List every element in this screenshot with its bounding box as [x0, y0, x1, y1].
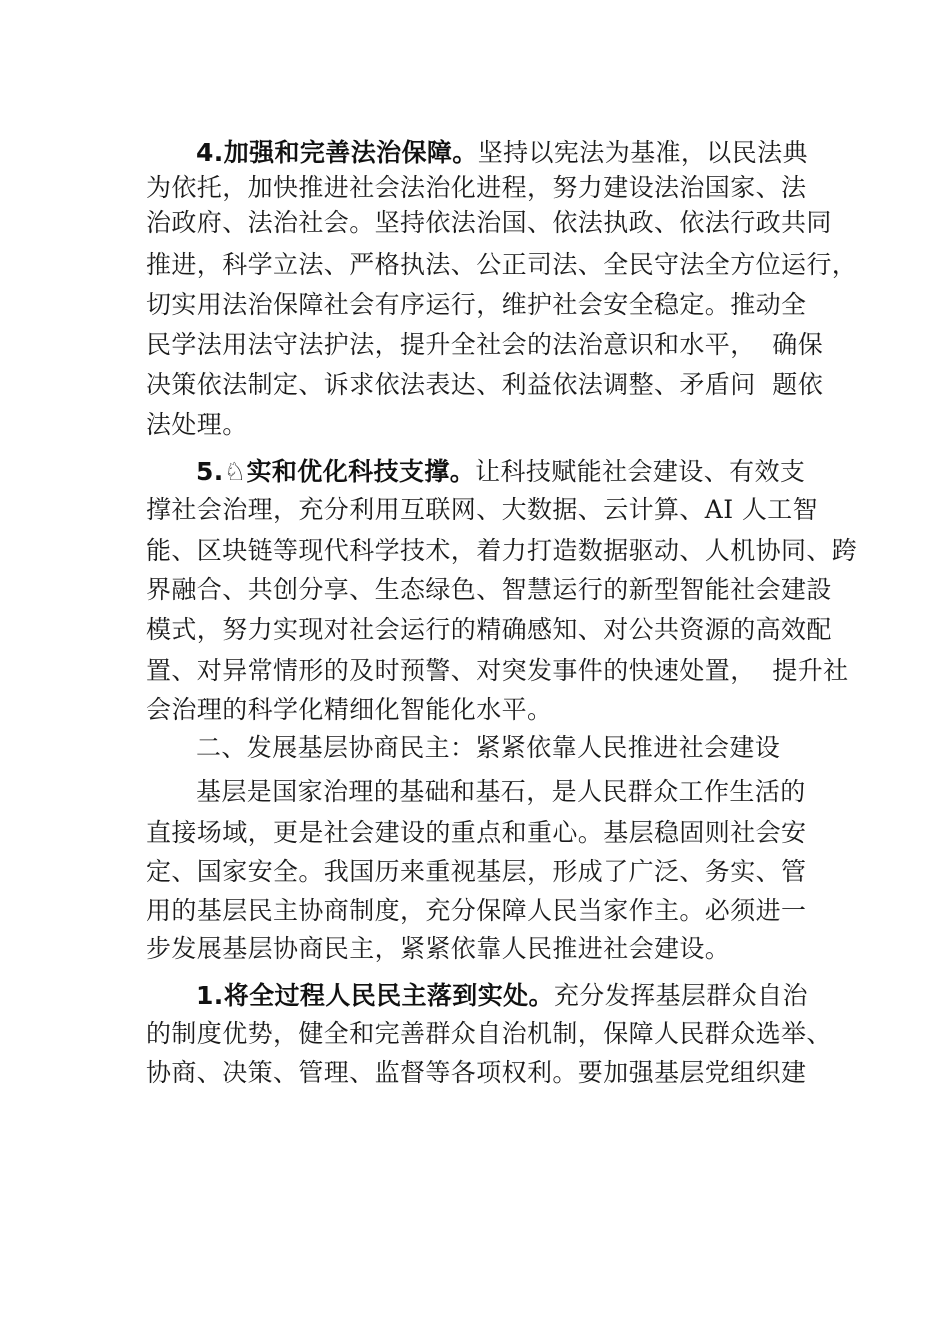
paragraph-5-line-3: 能、区块链等现代科学技术，着力打造数据驱动、人机协同、跨 — [146, 536, 858, 565]
paragraph-4-line-3: 治政府、法治社会。坚持依法治国、依法执政、依法行政共同 — [146, 208, 832, 237]
paragraph-4-line-6: 民学法用法守法护法，提升全社会的法治意识和水平， 确保 — [146, 330, 824, 359]
paragraph-5-line-4: 界融合、共创分享、生态绿色、智慧运行的新型智能社会建設 — [146, 575, 832, 604]
paragraph-base-line-3: 定、国家安全。我国历来重视基层，形成了广泛、务实、管 — [146, 857, 807, 886]
paragraph-5-line-6: 置、对异常情形的及时预警、对突发事件的快速处置， 提升社 — [146, 656, 849, 685]
paragraph-base-line-4: 用的基层民主协商制度，充分保障人民当家作主。必须进一 — [146, 896, 807, 925]
section-2-title: 二、发展基层协商民主：紧紧依靠人民推进社会建设 — [196, 733, 781, 762]
paragraph-5-line-7: 会治理的科学化精细化智能化水平。 — [146, 695, 553, 724]
paragraph-5-line-2: 撑社会治理，充分利用互联网、大数据、云计算、AI 人工智 — [146, 495, 819, 524]
paragraph-1-line-2: 的制度优势，健全和完善群众自治机制，保障人民群众选举、 — [146, 1019, 832, 1048]
paragraph-4-line-2: 为依托，加快推进社会法治化进程，努力建设法治国家、法 — [146, 173, 807, 202]
paragraph-1-line-1 — [196, 976, 808, 1016]
paragraph-base-line-1: 基层是国家治理的基础和基石，是人民群众工作生活的 — [196, 777, 806, 806]
paragraph-4-line-8: 法处理。 — [146, 410, 248, 439]
paragraph-1-text: 充分发挥基层群众自治 — [553, 981, 808, 1010]
paragraph-4-heading: 4.加强和完善法治保障。 — [196, 138, 478, 167]
paragraph-4-line-1 — [196, 133, 808, 173]
paragraph-1-heading: 1.将全过程人民民主落到实处。 — [196, 981, 554, 1010]
paragraph-4-line-7: 决策依法制定、诉求依法表达、利益依法调整、矛盾问 题依 — [146, 370, 824, 399]
paragraph-5-text: 让科技赋能社会建设、有效支 — [475, 457, 806, 486]
paragraph-4-line-4: 推进，科学立法、严格执法、公正司法、全民守法全方位运行， — [146, 250, 858, 279]
paragraph-1-line-3: 协商、决策、管理、监督等各项权利。要加强基层党组织建 — [146, 1058, 807, 1087]
paragraph-4-text: 坚持以宪法为基准，以民法典 — [477, 138, 808, 167]
paragraph-4-line-5: 切实用法治保障社会有序运行，维护社会安全稳定。推动全 — [146, 290, 807, 319]
paragraph-5-line-1 — [196, 452, 805, 492]
paragraph-base-line-2: 直接场域，更是社会建设的重点和重心。基层稳固则社会安 — [146, 818, 807, 847]
paragraph-5-heading: 5.♘实和优化科技支撑。 — [196, 457, 476, 486]
paragraph-base-line-5: 步发展基层协商民主，紧紧依靠人民推进社会建设。 — [146, 934, 731, 963]
paragraph-5-line-5: 模式，努力实现对社会运行的精确感知、对公共资源的高效配 — [146, 615, 832, 644]
